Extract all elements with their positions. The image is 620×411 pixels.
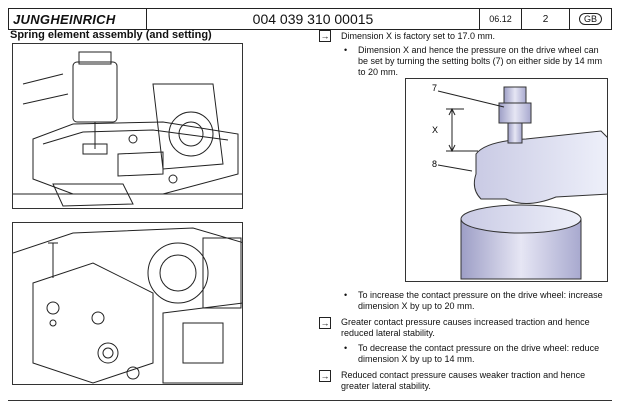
bullet-icon: • bbox=[344, 343, 348, 353]
bullet-increase-pressure: To increase the contact pressure on the drive wheel: increase dimension X by up to 20 mm. bbox=[358, 290, 603, 311]
note-arrow-icon: → bbox=[320, 317, 330, 328]
setting-bolt-drawing bbox=[406, 79, 608, 282]
page-number: 2 bbox=[522, 9, 570, 29]
bullet-icon: • bbox=[344, 290, 348, 300]
label-8: 8 bbox=[432, 159, 438, 169]
document-date: 06.12 bbox=[480, 9, 522, 29]
note-greater-pressure: Greater contact pressure causes increased traction and hence reduced lateral stability. bbox=[341, 317, 590, 338]
language-cell bbox=[570, 9, 611, 29]
setting-bolt-figure bbox=[405, 78, 608, 282]
bullet-adjust-dimension: Dimension X and hence the pressure on the drive wheel can be set by turning the setting bolts (7) on either side by 14 mm to 20 mm. bbox=[358, 45, 603, 77]
note-arrow-icon: → bbox=[320, 30, 330, 41]
note-factory-setting: Dimension X is factory set to 17.0 mm. bbox=[341, 31, 496, 41]
note-reduced-pressure: Reduced contact pressure causes weaker traction and hence greater lateral stability. bbox=[341, 370, 586, 391]
assembly-figure-top bbox=[12, 43, 243, 209]
footer-rule bbox=[8, 400, 612, 401]
document-header bbox=[8, 8, 612, 30]
document-number: 004 039 310 00015 bbox=[147, 9, 480, 29]
assembly-figure-bottom bbox=[12, 222, 243, 385]
note-arrow-icon: → bbox=[320, 370, 330, 381]
language-badge: GB bbox=[579, 13, 602, 25]
assembly-drawing-bottom bbox=[13, 223, 243, 385]
section-title: Spring element assembly (and setting) bbox=[10, 29, 212, 41]
bullet-icon: • bbox=[344, 45, 348, 55]
company-logo: JUNGHEINRICH bbox=[9, 9, 147, 29]
bullet-decrease-pressure: To decrease the contact pressure on the drive wheel: reduce dimension X by up to 14 mm. bbox=[358, 343, 600, 364]
label-7: 7 bbox=[432, 83, 438, 93]
assembly-drawing-top bbox=[13, 44, 243, 209]
label-x: X bbox=[432, 125, 439, 135]
